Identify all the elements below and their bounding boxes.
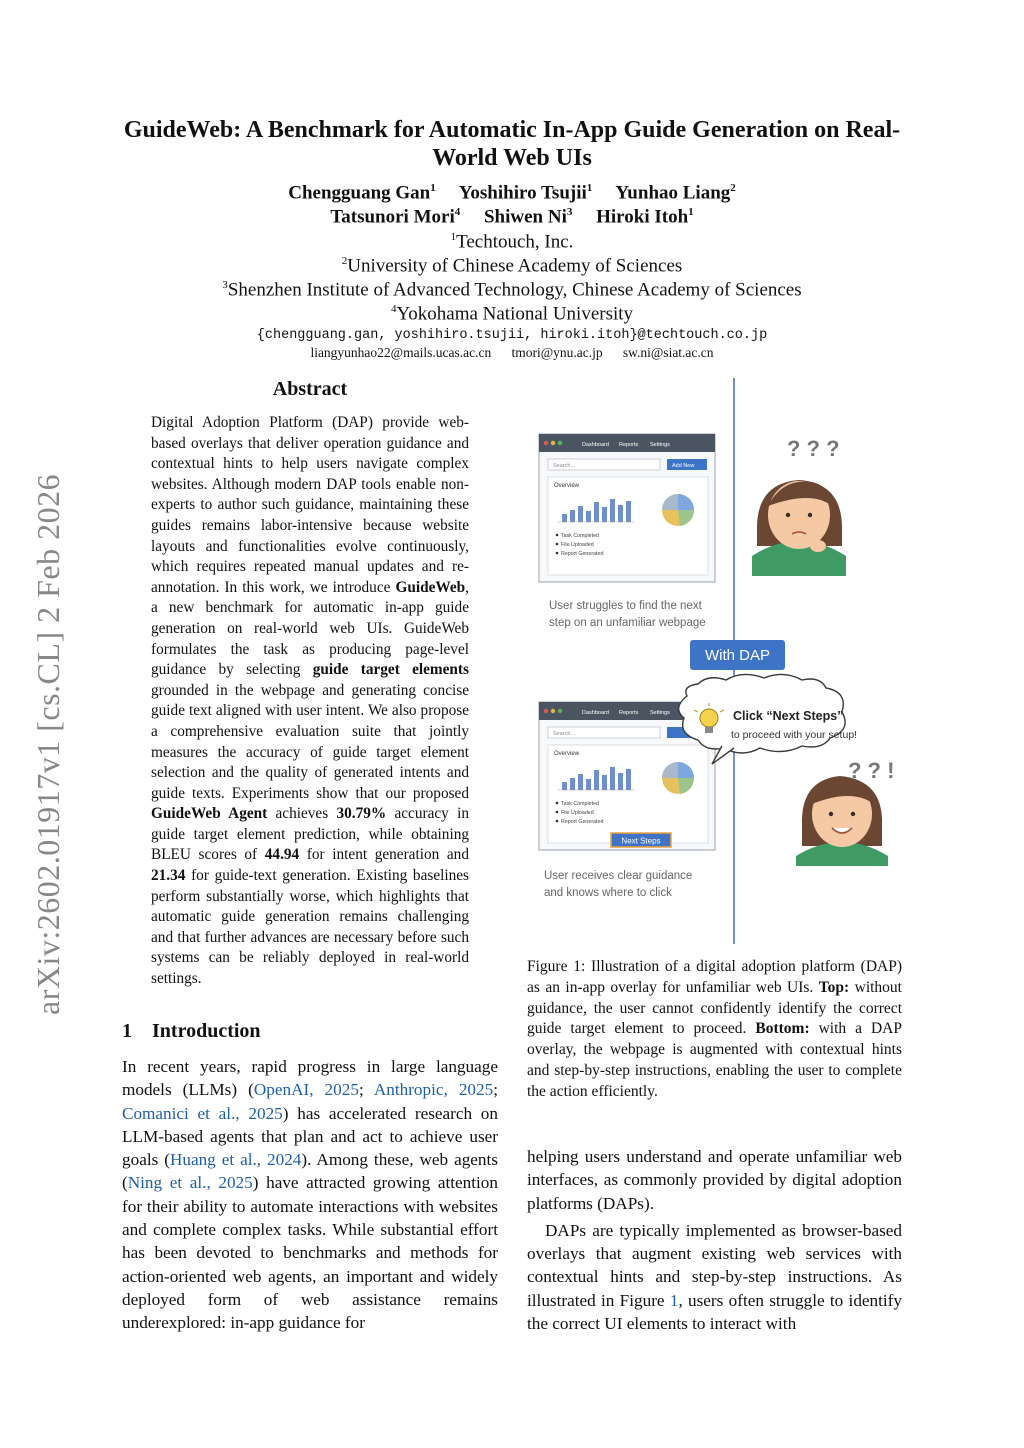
- bubble-subtitle: to proceed with your setup!: [731, 729, 858, 741]
- mock-list-item: File Uploaded: [561, 810, 594, 816]
- mock-tab: Dashboard: [582, 710, 609, 716]
- caption-text: with a DAP overlay, the webpage is augmented with contextual hints and step-by-step instructions, enabling the user to complete the action efficiently.: [527, 1020, 902, 1100]
- author-sup: 1: [430, 182, 436, 194]
- figure-caption-bottom-line: and knows where to click: [544, 887, 672, 899]
- eye: [829, 812, 833, 816]
- author-name: Shiwen Ni: [483, 206, 567, 228]
- body-text: ) have attracted growing attention for their ability to automate interactions with websites and complete complex tasks. While substantial effort has been devoted to benchmarks and methods for action-oriented web agents, an important and widely deployed form of web assistance remains underexplored: in-app guidance for: [122, 1173, 498, 1333]
- mock-tab: Dashboard: [582, 442, 609, 448]
- caption-text: Figure 1: Illustration of a digital adoption platform (DAP) as an in-app overlay for unfamiliar web UIs.: [527, 958, 902, 996]
- email: tmori@ynu.ac.jp: [511, 345, 603, 360]
- mock-bar: [626, 501, 631, 522]
- affiliation-name: Yokohama National University: [396, 303, 634, 325]
- section-number: 1: [122, 1020, 132, 1042]
- authors-line-2: [150, 206, 874, 228]
- window-dot: [544, 441, 548, 445]
- mock-panel: [548, 745, 708, 843]
- body-text: DAPs are typically implemented as browser-based overlays that augment existing web services with contextual hints and step-by-step instructions. As illustrated in Figure: [527, 1220, 902, 1310]
- author-name: Tatsunori Mori: [330, 206, 455, 228]
- mock-list-item: Task Completed: [561, 533, 599, 539]
- mock-overview-title: Overview: [554, 751, 580, 757]
- body-text: ;: [358, 1080, 374, 1100]
- abstract-text: for intent generation and: [299, 846, 469, 864]
- affiliation: [150, 303, 874, 325]
- mock-list-item: Report Generated: [561, 819, 604, 825]
- eye: [808, 513, 812, 517]
- mock-bar: [602, 775, 607, 790]
- affiliation: [150, 231, 874, 253]
- abstract-text: , a new benchmark for automatic in-app guide generation on real-world web UIs. GuideWeb formulates the task as producing page-level guidance by selecting: [151, 578, 469, 679]
- right-column-body: [527, 1145, 902, 1335]
- abstract-bold: GuideWeb: [395, 578, 466, 596]
- citation-link[interactable]: Anthropic, 2025: [373, 1080, 494, 1100]
- eye: [851, 812, 855, 816]
- author-sup: 2: [730, 182, 736, 194]
- question-marks: ? ? !: [848, 758, 895, 783]
- lightbulb-base: [705, 727, 713, 733]
- paragraph: helping users understand and operate unfamiliar web interfaces, as commonly provided by digital adoption platforms (DAPs).: [527, 1147, 902, 1213]
- eye: [786, 513, 790, 517]
- affiliation-sup: 1: [450, 231, 457, 243]
- window-dot: [551, 709, 555, 713]
- mock-bar: [570, 778, 575, 790]
- affiliation: [150, 255, 874, 277]
- abstract-text: grounded in the webpage and generating concise guide text aligned with user intent. We also propose a comprehensive evaluation suite that jointly measures the accuracy of guide target element selection and the quality of generated intents and guide texts. Experiments show that our proposed: [151, 681, 469, 802]
- bullet: [556, 552, 559, 555]
- citation-link[interactable]: Huang et al., 2024: [169, 1150, 302, 1170]
- abstract-bold: GuideWeb Agent: [151, 805, 268, 823]
- mock-bar: [586, 779, 591, 790]
- author-name: Hiroki Itoh: [596, 206, 689, 228]
- hand: [810, 540, 826, 552]
- caption-bold: Top:: [818, 978, 850, 996]
- mock-add-label: Add New: [672, 463, 695, 469]
- arxiv-stamp: arXiv:2602.01917v1 [cs.CL] 2 Feb 2026: [30, 473, 66, 1015]
- figure-caption-top-line: step on an unfamiliar webpage: [549, 617, 706, 629]
- window-dot: [544, 709, 548, 713]
- mock-pie-chart: [662, 762, 694, 794]
- affiliation-name: University of Chinese Academy of Sciences: [347, 255, 683, 277]
- figure-ref-link[interactable]: 1: [669, 1290, 679, 1310]
- author-name: Yoshihiro Tsujii: [458, 182, 587, 204]
- mock-bar: [626, 769, 631, 790]
- mock-bar: [578, 506, 583, 522]
- abstract-text: accuracy in guide target element prediction, while obtaining BLEU scores of: [151, 805, 469, 864]
- mock-bar: [586, 511, 591, 522]
- bullet: [556, 802, 559, 805]
- mock-bar: [570, 510, 575, 522]
- confused-user-illustration: [752, 436, 846, 576]
- mock-tab: Reports: [619, 710, 639, 716]
- citation-link[interactable]: OpenAI, 2025: [253, 1080, 359, 1100]
- author-sup: 1: [586, 182, 593, 194]
- lightbulb-icon: [700, 709, 718, 727]
- with-dap-label: With DAP: [704, 647, 771, 664]
- mock-search-placeholder: Search...: [553, 463, 576, 469]
- intro-body: [122, 1055, 498, 1335]
- figure-caption-bottom-line: User receives clear guidance: [544, 870, 693, 882]
- mock-bar: [618, 773, 623, 790]
- authors-line-1: [150, 182, 874, 204]
- window-dot: [551, 441, 555, 445]
- mock-overview-title: Overview: [554, 483, 580, 489]
- affiliation: [150, 279, 874, 301]
- mock-bar: [610, 767, 615, 790]
- section-heading: [122, 1020, 502, 1043]
- mock-bar: [578, 774, 583, 790]
- email: liangyunhao22@mails.ucas.ac.cn: [310, 345, 492, 360]
- abstract-text: Digital Adoption Platform (DAP) provide web-based overlays that deliver operation guidance and contextual hints to help users navigate complex websites. Although modern DAP tools enable non-experts to author such guidance, maintaining these guides remains labor-intensive because website layouts and functionalities evolve continuously, which requires repeated manual updates and re-annotation. In this work, we introduce: [151, 414, 469, 596]
- bullet: [556, 534, 559, 537]
- mock-bar: [562, 514, 567, 522]
- affiliation-sup: 3: [222, 279, 228, 291]
- author-sup: 4: [454, 206, 461, 218]
- mock-tab: Reports: [619, 442, 639, 448]
- body-text: ;: [493, 1080, 498, 1100]
- affiliation-sup: 4: [390, 303, 397, 315]
- citation-link[interactable]: Ning et al., 2025: [127, 1173, 253, 1193]
- mock-tab: Settings: [650, 710, 670, 716]
- mock-list-item: Report Generated: [561, 551, 604, 557]
- mock-bar: [594, 502, 599, 522]
- caption-text: without guidance, the user cannot confidently identify the correct guide target element to proceed.: [527, 978, 902, 1038]
- abstract-heading: Abstract: [272, 378, 348, 400]
- window-dot: [558, 709, 562, 713]
- body-text: ) has accelerated research on LLM-based agents that plan and act to achieve user goals (: [122, 1103, 498, 1170]
- mock-bar: [618, 505, 623, 522]
- citation-link[interactable]: Comanici et al., 2025: [122, 1103, 283, 1123]
- mock-search-placeholder: Search...: [553, 731, 576, 737]
- paragraph: [527, 1219, 902, 1335]
- body-text: In recent years, rapid progress in large language models (LLMs) (: [122, 1057, 498, 1100]
- mock-panel: [548, 477, 708, 575]
- affiliation-sup: 2: [341, 255, 348, 267]
- abstract-bold: 30.79%: [336, 805, 387, 823]
- window-dot: [558, 441, 562, 445]
- abstract-text: for guide-text generation. Existing baselines perform substantially worse, which highlights that automatic guide generation remains challenging and that further advances are necessary before such systems can be reliably deployed in real-world settings.: [151, 867, 469, 988]
- mock-pie-chart: [662, 494, 694, 526]
- mock-list-item: File Uploaded: [561, 542, 594, 548]
- abstract-body: [151, 413, 469, 990]
- author-name: Chengguang Gan: [288, 182, 431, 204]
- mock-webpage-top: [539, 434, 715, 582]
- abstract-bold: guide target elements: [312, 661, 469, 679]
- affiliation-name: Shenzhen Institute of Advanced Technology, Chinese Academy of Sciences: [227, 279, 802, 301]
- author-sup: 3: [566, 206, 573, 218]
- mock-tab: Settings: [650, 442, 670, 448]
- figure-1-illustration: [512, 378, 904, 944]
- mock-bar: [562, 782, 567, 790]
- email-line-1: {chengguang.gan, yoshihiro.tsujii, hiroki.itoh}@techtouch.co.jp: [256, 328, 768, 343]
- bullet: [556, 811, 559, 814]
- mock-bar: [610, 499, 615, 522]
- bullet: [556, 820, 559, 823]
- question-marks: ? ? ?: [787, 436, 840, 461]
- mock-bar: [594, 770, 599, 790]
- abstract-text: achieves: [267, 805, 337, 823]
- mock-list-item: Task Completed: [561, 801, 599, 807]
- figure-caption-top-line: User struggles to find the next: [549, 600, 702, 612]
- caption-bold: Bottom:: [755, 1020, 810, 1038]
- paper-title: GuideWeb: A Benchmark for Automatic In-App Guide Generation on Real-World Web UIs: [123, 117, 901, 171]
- mock-bar: [602, 507, 607, 522]
- bullet: [556, 543, 559, 546]
- figure-1-caption: [527, 957, 902, 1103]
- abstract-bold: 44.94: [264, 846, 300, 864]
- section-title: Introduction: [152, 1020, 261, 1042]
- author-name: Yunhao Liang: [615, 182, 731, 204]
- body-text: ). Among these, web agents (: [122, 1150, 498, 1193]
- email-line-2: [150, 345, 874, 361]
- guided-user-illustration: [796, 758, 894, 866]
- affiliation-name: Techtouch, Inc.: [456, 231, 574, 253]
- abstract-bold: 21.34: [151, 867, 186, 885]
- body-text: , users often struggle to identify the correct UI elements to interact with: [527, 1290, 902, 1334]
- email: sw.ni@siat.ac.cn: [622, 345, 714, 360]
- bubble-title: Click “Next Steps”: [733, 709, 844, 723]
- mock-next-steps-label: Next Steps: [621, 836, 661, 846]
- author-sup: 1: [688, 206, 694, 218]
